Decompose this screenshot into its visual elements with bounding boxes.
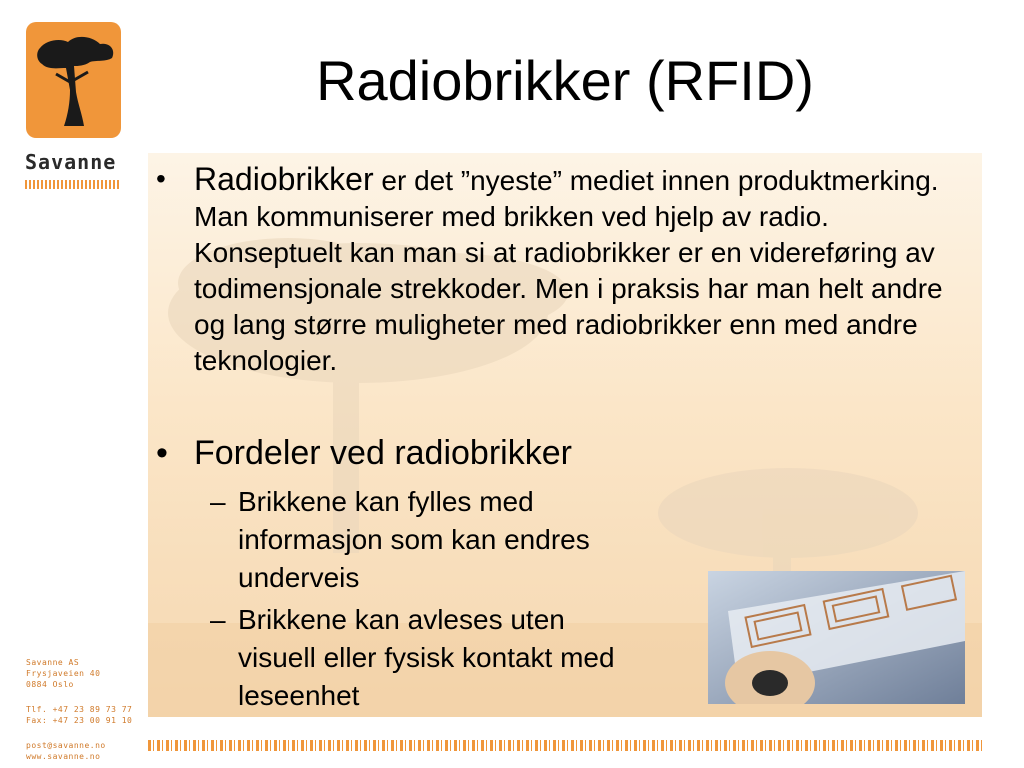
phone: Tlf. +47 23 89 73 77 [26,705,133,714]
bullet-lead: Radiobrikker [194,161,374,197]
dash-marker: – [210,486,226,517]
contact-web [26,740,146,762]
email-link[interactable]: post@savanne.no [26,741,106,750]
rfid-tag-photo [708,571,965,704]
bullet-body: er det ”nyeste” mediet innen produktmerking. Man kommuniserer med brikken ved hjelp av radio. Konseptuelt kan man si at radiobrikker er en videreføring av todimensjonale strekkoder. Men i praksis har man helt andre og lang større muligheter med radiobrikker enn med andre teknologier. [194,165,943,376]
sub-bullet-text: Brikkene kan fylles med informasjon som kan endres underveis [238,486,590,593]
street-address: Frysjaveien 40 [26,669,101,678]
dash-marker: – [210,604,226,635]
slide-title: Radiobrikker (RFID) [316,49,814,112]
sub-bullet-text: Brikkene kan avleses uten visuell eller fysisk kontakt med leseenhet [238,604,615,711]
company-name: Savanne AS [26,658,80,667]
bullet-marker: • [156,434,168,472]
savanne-logo [26,22,121,138]
logo-wordmark: Savanne [25,150,117,174]
bullet-text [194,161,954,379]
web-link[interactable]: www.savanne.no [26,752,101,761]
tree-icon [26,22,121,138]
logo-stripes [25,180,121,189]
city: 0884 Oslo [26,680,74,689]
footer-stripes [148,740,983,751]
bullet-text: Fordeler ved radiobrikker [194,434,572,472]
contact-address [26,657,146,690]
contact-phone [26,704,146,726]
bullet-marker: • [156,163,166,194]
fax: Fax: +47 23 00 91 10 [26,716,133,725]
